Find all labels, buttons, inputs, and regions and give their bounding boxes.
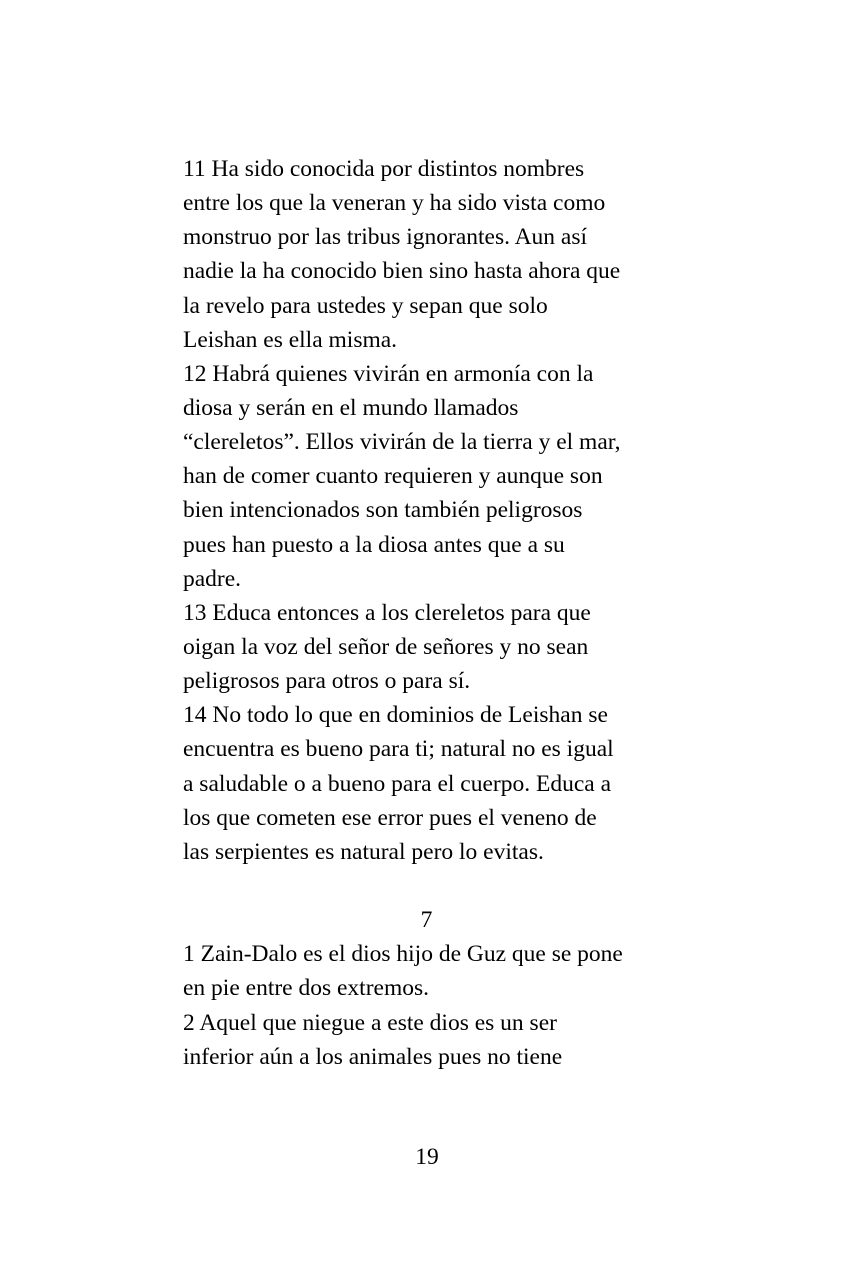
page-number: 19: [415, 1144, 439, 1170]
text-line: las serpientes es natural pero lo evitas.: [183, 838, 544, 865]
text-line: 2 Aquel que niegue a este dios es un ser: [183, 1009, 557, 1036]
text-line: los que cometen ese error pues el veneno de: [183, 804, 597, 831]
text-line: nadie la ha conocido bien sino hasta ahora que: [183, 258, 621, 285]
text-line: diosa y serán en el mundo llamados: [183, 394, 519, 421]
text-line: 12 Habrá quienes vivirán en armonía con la: [183, 360, 594, 387]
text-line: han de comer cuanto requieren y aunque son: [183, 463, 603, 490]
text-line: 14 No todo lo que en dominios de Leishan se: [183, 702, 608, 729]
text-line: 1 Zain-Dalo es el dios hijo de Guz que se pone: [183, 941, 623, 968]
blank-line: [183, 869, 683, 903]
text-line: 13 Educa entonces a los clereletos para que: [183, 599, 591, 626]
text-line: Leishan es ella misma.: [183, 326, 398, 353]
text-line: entre los que la veneran y ha sido vista como: [183, 190, 606, 217]
text-line: a saludable o a bueno para el cuerpo. Educa a: [183, 770, 612, 797]
text-line: en pie entre dos extremos.: [183, 975, 430, 1002]
text-line: bien intencionados son también peligrosos: [183, 497, 583, 524]
text-line: padre.: [183, 565, 242, 592]
text-line: encuentra es bueno para ti; natural no es igual: [183, 736, 614, 763]
text-line: inferior aún a los animales pues no tiene: [183, 1043, 563, 1070]
text-line: 11 Ha sido conocida por distintos nombres: [183, 156, 585, 182]
chapter-heading: 7: [420, 907, 433, 934]
page-body: [183, 152, 683, 1074]
text-line: oigan la voz del señor de señores y no sean: [183, 633, 589, 660]
text-line: peligrosos para otros o para sí.: [183, 668, 471, 695]
text-line: la revelo para ustedes y sepan que solo: [183, 292, 548, 319]
text-line: monstruo por las tribus ignorantes. Aun así: [183, 224, 588, 251]
text-line: “clereletos”. Ellos vivirán de la tierra y el mar,: [183, 429, 621, 456]
text-line: pues han puesto a la diosa antes que a su: [183, 531, 565, 558]
